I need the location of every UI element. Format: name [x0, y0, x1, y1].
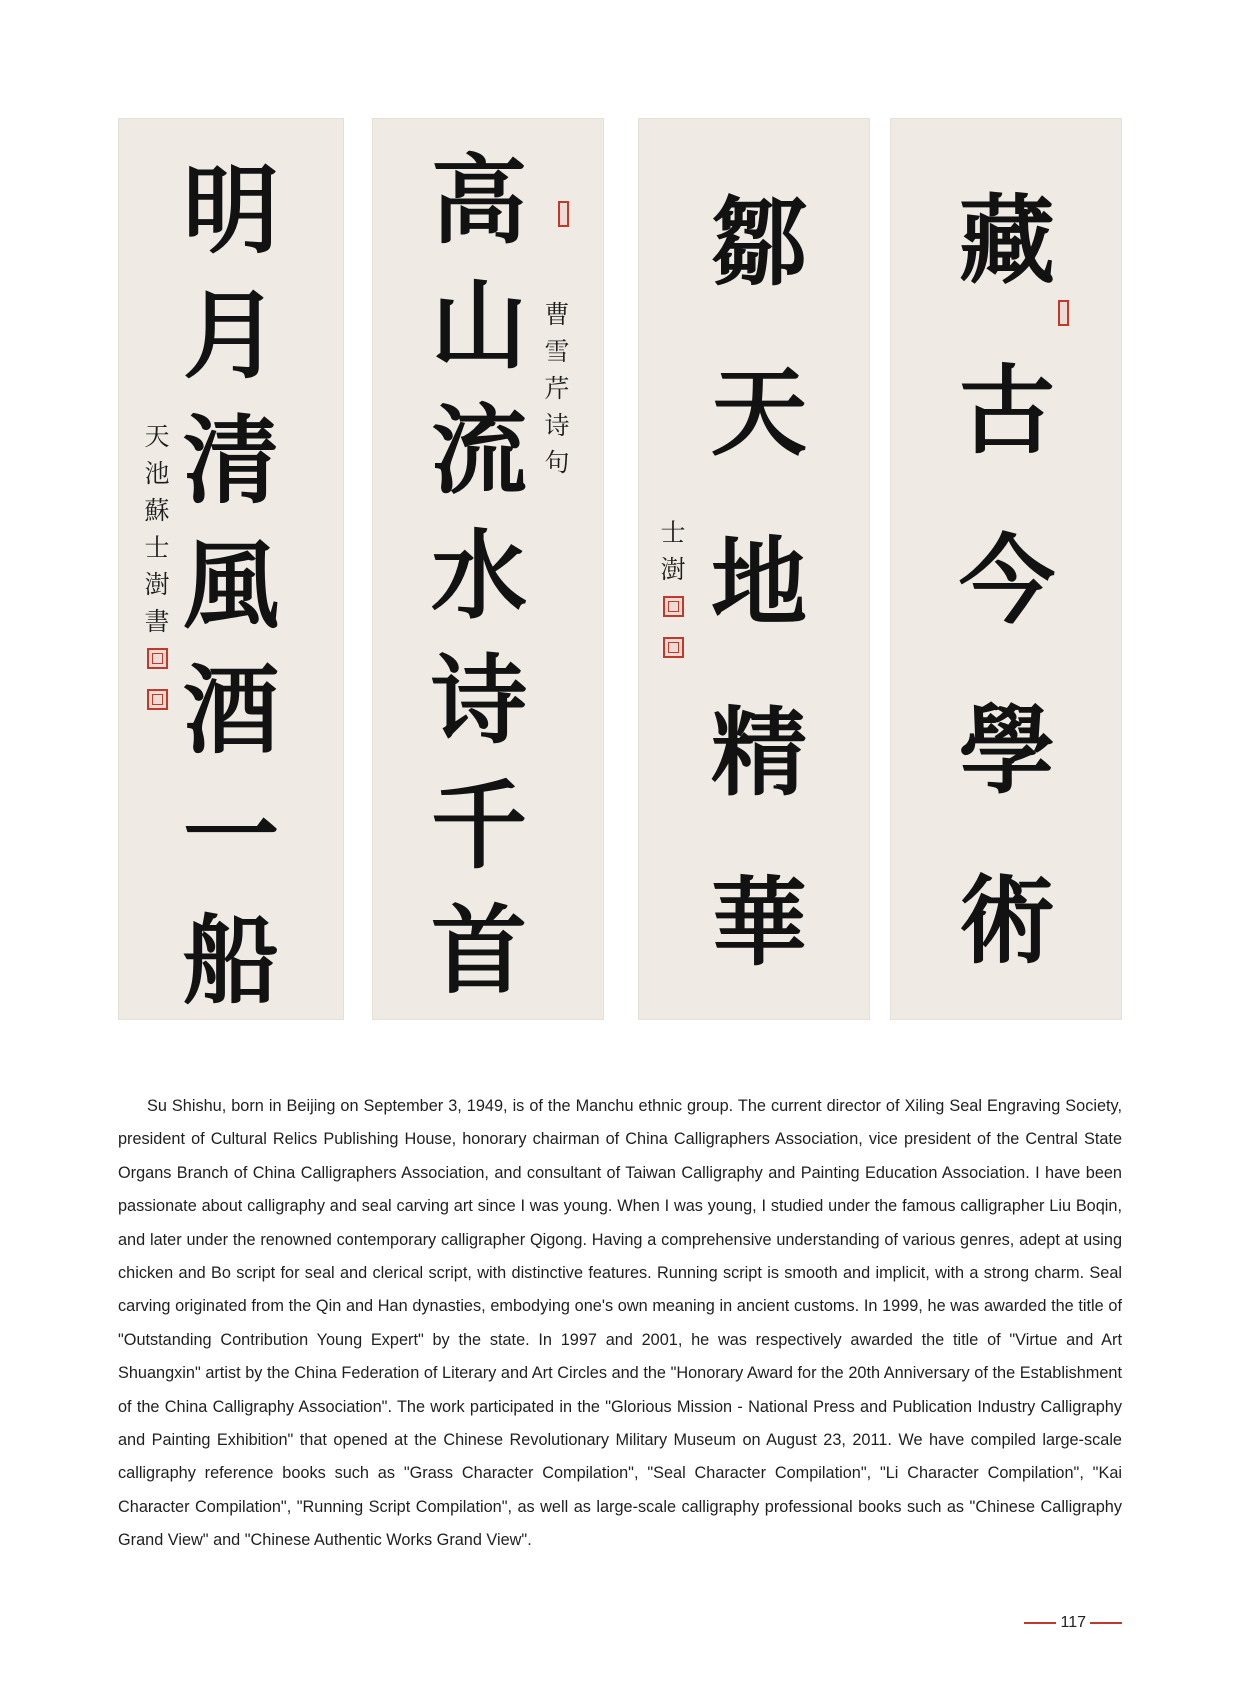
main-char: 地 [711, 526, 807, 639]
signature-char: 天 [144, 422, 170, 451]
page-number-rule-left [1024, 1622, 1056, 1624]
scroll-1 [118, 118, 344, 1020]
main-char: 術 [959, 864, 1055, 977]
main-char: 船 [183, 904, 279, 1017]
scroll-2-main-text [424, 138, 534, 1013]
main-char: 一 [183, 779, 279, 892]
main-char: 藏 [959, 184, 1055, 297]
main-char: 華 [711, 866, 807, 979]
main-char: 鄒 [711, 186, 807, 299]
artist-biography: Su Shishu, born in Beijing on September 3, 1949, is of the Manchu ethnic group. The current director of Xiling Seal Engraving Society, president of Cultural Relics Publishing House, honorary chairman of China Calligraphers Association, vice president of the Central State Organs Branch of China Calligraphers Association, and consultant of Taiwan Calligraphy and Painting Education Association. I have been passionate about calligraphy and seal carving art since I was young. When I was young, I studied under the famous calligrapher Liu Boqin, and later under the renowned contemporary calligrapher Qigong. Having a comprehensive understanding of various genres, adept at using chicken and Bo script for seal and clerical script, with distinctive features. Running script is smooth and implicit, with a strong charm. Seal carving originated from the Qin and Han dynasties, embodying one's own meaning in ancient customs. In 1999, he was awarded the title of "Outstanding Contribution Young Expert" by the state. In 1997 and 2001, he was respectively awarded the title of "Virtue and Art Shuangxin" artist by the China Federation of Literary and Art Circles and the "Honorary Award for the 20th Anniversary of the Establishment of the China Calligraphy Association". The work participated in the "Glorious Mission - National Press and Publication Industry Calligraphy and Painting Exhibition" that opened at the Chinese Revolutionary Military Museum on August 23, 2011. We have compiled large-scale calligraphy reference books such as "Grass Character Compilation", "Seal Character Compilation", "Li Character Compilation", "Kai Character Compilation", "Running Script Compilation", as well as large-scale calligraphy professional books such as "Chinese Calligraphy Grand View" and "Chinese Authentic Works Grand View". [118, 1097, 1122, 1550]
main-char: 千 [431, 769, 527, 882]
main-char: 風 [183, 529, 279, 642]
signature-char: 芹 [544, 374, 570, 403]
scroll-3-signature [658, 514, 688, 658]
main-char: 首 [431, 894, 527, 1007]
calligraphy-scrolls [118, 118, 1122, 1020]
leading-seal-icon [558, 201, 569, 227]
signature-char: 澍 [660, 555, 686, 584]
signature-char: 雪 [544, 337, 570, 366]
main-char: 山 [431, 269, 527, 382]
main-char: 精 [711, 696, 807, 809]
seal-stamp-icon [663, 596, 684, 617]
main-char: 明 [183, 154, 279, 267]
main-char: 天 [711, 356, 807, 469]
seal-stamp-icon [147, 648, 168, 669]
main-char: 今 [959, 524, 1055, 637]
signature-char: 士 [660, 518, 686, 547]
signature-char: 曹 [544, 300, 570, 329]
signature-char: 士 [144, 533, 170, 562]
main-char: 月 [183, 279, 279, 392]
scroll-3-main-text [704, 158, 814, 1008]
scroll-1-signature [142, 418, 172, 710]
main-char: 酒 [183, 654, 279, 767]
scroll-2 [372, 118, 604, 1020]
signature-char: 書 [144, 607, 170, 636]
signature-char: 澍 [144, 570, 170, 599]
seal-stamp-icon [147, 689, 168, 710]
seal-stamp-icon [663, 637, 684, 658]
signature-char: 池 [144, 459, 170, 488]
page-number [1020, 1612, 1122, 1634]
scroll-4-main-text [952, 156, 1062, 1006]
signature-char: 蘇 [144, 496, 170, 525]
signature-char: 诗 [544, 411, 570, 440]
main-char: 流 [431, 394, 527, 507]
scroll-1-main-text [176, 148, 286, 1023]
main-char: 水 [431, 519, 527, 632]
main-char: 學 [959, 694, 1055, 807]
signature-char: 句 [544, 448, 570, 477]
scroll-3 [638, 118, 870, 1020]
scroll-4 [890, 118, 1122, 1020]
main-char: 诗 [431, 644, 527, 757]
main-char: 清 [183, 404, 279, 517]
page-number-text: 117 [1060, 1614, 1086, 1631]
page-number-rule-right [1090, 1622, 1122, 1624]
main-char: 高 [431, 144, 527, 257]
scroll-2-signature [542, 296, 572, 481]
main-char: 古 [959, 354, 1055, 467]
